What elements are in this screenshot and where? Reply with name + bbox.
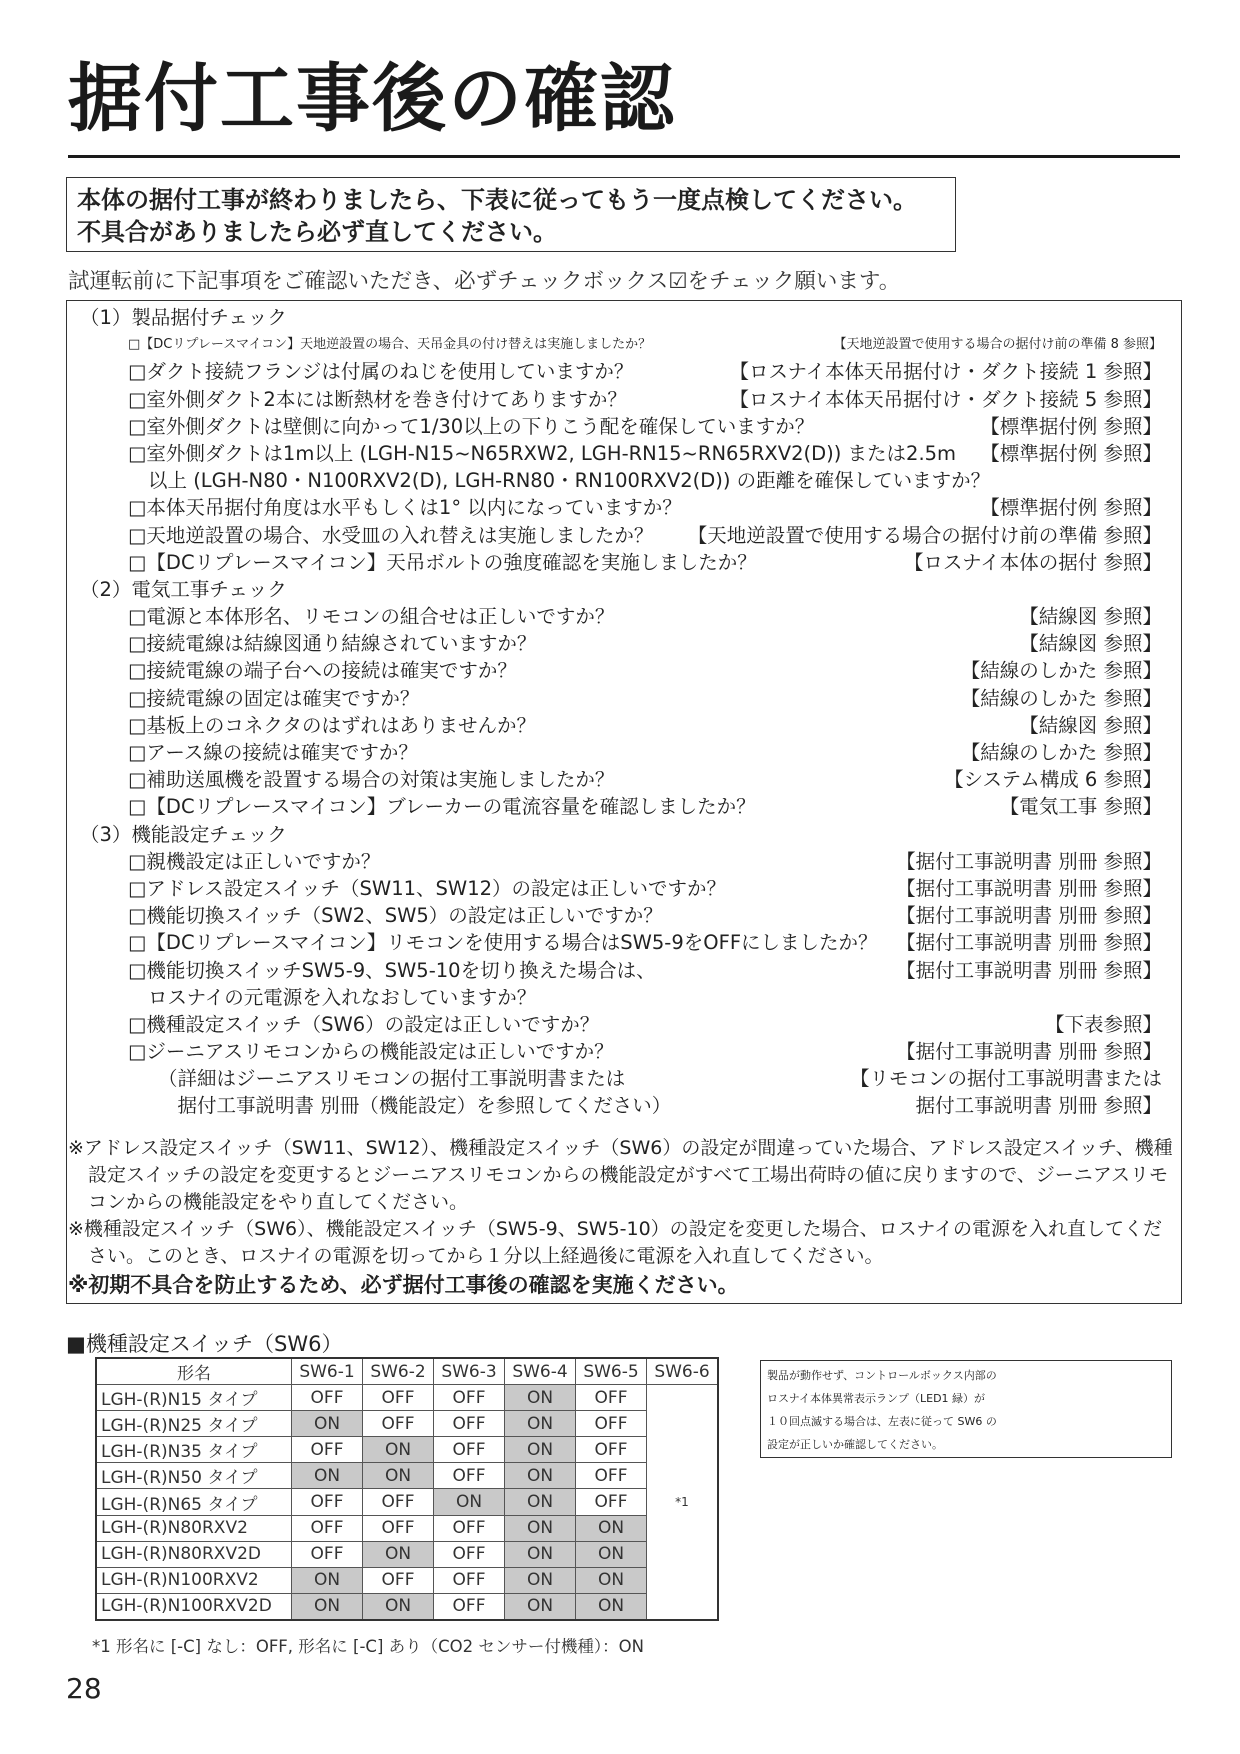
checklist-item-text: □アース線の接続は確実ですか？ [128,741,418,764]
checklist-item[interactable] [80,386,1162,413]
checklist-item-reference: 【結線のしかた 参照】 [960,741,1162,764]
checklist-item[interactable] [80,522,1162,549]
switch-cell: OFF [576,1437,647,1463]
checklist-item-text: □機種設定スイッチ（SW6）の設定は正しいですか？ [128,1012,600,1036]
checklist-item-text: □室外側ダクト2本には断熱材を巻き付けてありますか？ [128,387,627,411]
model-cell: LGH-(R)N35 タイプ [96,1437,292,1463]
side-note-box [760,1360,1172,1458]
checklist-item-text: □機能切換スイッチ（SW2、SW5）の設定は正しいですか？ [128,904,663,928]
switch-cell: OFF [363,1515,434,1541]
section-heading [80,304,1162,331]
checklist-item-text: （1）製品据付チェック [80,306,287,329]
switch-cell: ON [505,1385,576,1411]
checklist-item-reference: 【ロスナイ本体天吊据付け・ダクト接続 1 参照】 [729,360,1162,384]
checklist-item-reference: 【据付工事説明書 別冊 参照】 [896,849,1162,873]
checklist-item [80,1092,1162,1119]
checklist-item-reference: 【結線図 参照】 [1019,713,1162,737]
switch-cell: OFF [292,1489,363,1515]
switch-cell: OFF [434,1541,505,1567]
lead-box [66,177,956,252]
switch-cell: ON [505,1567,576,1593]
checklist-item-reference: 【システム構成 6 参照】 [944,768,1162,792]
table-row [96,1593,718,1620]
table-row [96,1437,718,1463]
checklist-item-text: □室外側ダクトは1m以上 (LGH-N15~N65RXW2, LGH-RN15~RN65RXV2(D)) または2.5m [128,441,957,465]
switch-cell: OFF [576,1489,647,1515]
switch-cell: OFF [576,1385,647,1411]
switch-cell: OFF [363,1385,434,1411]
checklist-item-text: □【DCリプレースマイコン】リモコンを使用する場合はSW5-9をOFFにしましたか？ [128,931,878,955]
switch-cell: ON [505,1489,576,1515]
switch-cell: OFF [292,1541,363,1567]
page-title: 据付工事後の確認 [68,56,676,142]
switch-cell: ON [576,1567,647,1593]
switch-cell: ON [292,1567,363,1593]
sw6-heading: ■機種設定スイッチ（SW6） [66,1332,343,1356]
column-header: SW6-4 [505,1358,576,1385]
checklist-item-reference: 【結線図 参照】 [1019,605,1162,629]
switch-cell: ON [292,1411,363,1437]
lead-line-1: 本体の据付工事が終わりましたら、下表に従ってもう一度点検してください。 [77,186,917,214]
column-header: SW6-5 [576,1358,647,1385]
checklist-item[interactable] [80,630,1162,657]
checklist-item-reference: 【下表参照】 [1044,1012,1162,1036]
checklist-item-text: □接続電線の固定は確実ですか？ [128,686,420,710]
model-cell: LGH-(R)N50 タイプ [96,1463,292,1489]
table-row [96,1541,718,1567]
checklist-item[interactable] [80,739,1162,766]
column-header: 形名 [96,1358,292,1385]
switch-cell: OFF [434,1463,505,1489]
section-heading [80,576,1162,603]
checklist-item-reference: 【据付工事説明書 別冊 参照】 [896,1040,1162,1064]
switch-cell: ON [363,1437,434,1463]
switch-cell: OFF [576,1411,647,1437]
checklist-item[interactable] [80,848,1162,875]
checklist-item-text: □ジーニアスリモコンからの機能設定は正しいですか？ [128,1040,614,1064]
checklist-item[interactable] [80,766,1162,793]
switch-cell: ON [505,1515,576,1541]
checklist-item-reference: 【天地逆設置で使用する場合の据付け前の準備 8 参照】 [833,337,1162,353]
checklist-item-reference: 【ロスナイ本体の据付 参照】 [904,550,1162,574]
switch-cell: ON [363,1593,434,1620]
table-row [96,1385,718,1411]
switch-cell: ON [505,1463,576,1489]
checklist-item-reference: 据付工事説明書 別冊 参照】 [915,1094,1162,1118]
checklist-item-text: □アドレス設定スイッチ（SW11、SW12）の設定は正しいですか？ [128,876,727,900]
checklist-item[interactable] [80,657,1162,684]
checklist-item-text: （2）電気工事チェック [80,577,287,601]
sw6-footnote: *1 形名に [-C] なし：OFF, 形名に [-C] あり（CO2 センサー付機種）：ON [92,1637,644,1656]
side-note-line: ロスナイ本体異常表示ランプ（LED1 緑）が [767,1392,986,1405]
checklist-item[interactable] [80,331,1162,358]
checklist-item-reference: 【ロスナイ本体天吊据付け・ダクト接続 5 参照】 [729,387,1162,411]
checklist-item[interactable] [80,440,1162,467]
checklist [80,304,1162,1120]
checklist-item-text: □ダクト接続フランジは付属のねじを使用していますか？ [128,360,634,384]
checklist-item-reference: 【標準据付例 参照】 [980,414,1162,438]
note-1: ※アドレス設定スイッチ（SW11、SW12）、機種設定スイッチ（SW6）の設定が間違っていた場合、アドレス設定スイッチ、機種設定スイッチの設定を変更するとジーニアスリモコンからの機能設定がすべて工場出荷時の値に戻りますので、ジーニアスリモコンからの機能設定をやり直してください。 [68,1137,1173,1213]
model-cell: LGH-(R)N80RXV2 [96,1515,292,1541]
notes [68,1135,1180,1300]
model-cell: LGH-(R)N25 タイプ [96,1411,292,1437]
switch-cell: ON [363,1541,434,1567]
checklist-item-reference: 【据付工事説明書 別冊 参照】 [896,876,1162,900]
checklist-item-reference: 【標準据付例 参照】 [980,441,1162,465]
table-row [96,1567,718,1593]
note-bold: ※初期不具合を防止するため、必ず据付工事後の確認を実施ください。 [68,1273,739,1297]
switch-cell: ON [576,1541,647,1567]
table-row [96,1411,718,1437]
checklist-item[interactable] [80,603,1162,630]
switch-cell: OFF [576,1463,647,1489]
switch-cell: ON [363,1463,434,1489]
checklist-item-text: □機能切換スイッチSW5-9、SW5-10を切り換えた場合は、 [128,958,656,982]
checklist-item-text: （3）機能設定チェック [80,822,287,846]
lead-line-2: 不具合がありましたら必ず直してください。 [77,218,557,246]
checklist-item [80,1065,1162,1092]
switch-cell: ON [292,1593,363,1620]
side-note-line: １０回点滅する場合は、左表に従って SW6 の [767,1415,997,1428]
model-cell: LGH-(R)N100RXV2 [96,1567,292,1593]
checklist-item[interactable] [80,929,1162,956]
switch-cell: OFF [363,1489,434,1515]
checklist-item-reference: 【結線図 参照】 [1019,632,1162,656]
checklist-item-text: （詳細はジーニアスリモコンの据付工事説明書または [158,1067,626,1091]
sw6-table [95,1357,719,1621]
checklist-item-reference: 【標準据付例 参照】 [980,496,1162,520]
checklist-item-text: □接続電線は結線図通り結線されていますか？ [128,632,537,656]
checklist-item-reference: 【天地逆設置で使用する場合の据付け前の準備 参照】 [687,523,1162,547]
intro-text: 試運転前に下記事項をご確認いただき、必ずチェックボックス☑をチェック願います。 [68,269,901,294]
switch-cell: ON [505,1593,576,1620]
model-cell: LGH-(R)N100RXV2D [96,1593,292,1620]
checklist-item[interactable] [80,957,1162,984]
checklist-item-text: □接続電線の端子台への接続は確実ですか？ [128,659,517,683]
switch-cell: OFF [434,1567,505,1593]
checklist-item[interactable] [80,1038,1162,1065]
title-rule [68,155,1180,158]
switch-cell: ON [434,1489,505,1515]
table-row [96,1463,718,1489]
checklist-item-reference: 【結線のしかた 参照】 [960,686,1162,710]
checklist-item-text: □電源と本体形名、リモコンの組合せは正しいですか？ [128,605,615,629]
switch-cell: OFF [434,1437,505,1463]
checklist-item [80,984,1162,1011]
column-header: SW6-2 [363,1358,434,1385]
page-number: 28 [66,1672,102,1705]
switch-cell: OFF [363,1567,434,1593]
checklist-item[interactable] [80,413,1162,440]
side-note-line: 設定が正しいか確認してください。 [767,1438,943,1451]
switch-cell: OFF [292,1385,363,1411]
column-header: SW6-3 [434,1358,505,1385]
checklist-item-text: □本体天吊据付角度は水平もしくは1° 以内になっていますか？ [128,496,682,520]
checklist-item[interactable] [80,685,1162,712]
checklist-item[interactable] [80,1011,1162,1038]
table-row [96,1489,718,1515]
checklist-item[interactable] [80,793,1162,820]
section-heading [80,821,1162,848]
checklist-item-reference: 【リモコンの据付工事説明書または [849,1067,1162,1091]
switch-cell: OFF [434,1515,505,1541]
checklist-item-text: □【DCリプレースマイコン】ブレーカーの電流容量を確認しましたか？ [128,795,756,819]
switch-cell: OFF [363,1411,434,1437]
switch-cell: OFF [434,1593,505,1620]
checklist-item-reference: 【据付工事説明書 別冊 参照】 [896,931,1162,955]
switch-cell: OFF [292,1437,363,1463]
switch-cell: OFF [434,1385,505,1411]
checklist-item-text: □室外側ダクトは壁側に向かって1/30以上の下りこう配を確保していますか？ [128,414,815,438]
checklist-item-text: □基板上のコネクタのはずれはありませんか？ [128,713,537,737]
table-row [96,1515,718,1541]
switch-cell: ON [576,1593,647,1620]
checklist-item-text: □補助送風機を設置する場合の対策は実施しましたか？ [128,768,615,792]
checklist-item-text: □【DCリプレースマイコン】天吊ボルトの強度確認を実施しましたか？ [128,550,757,574]
switch-cell: ON [505,1541,576,1567]
checklist-item-text: □天地逆設置の場合、水受皿の入れ替えは実施しましたか？ [128,523,654,547]
checklist-item-text: □親機設定は正しいですか？ [128,849,381,873]
checklist-item[interactable] [80,875,1162,902]
checklist-item[interactable] [80,358,1162,385]
switch-cell: ON [292,1463,363,1489]
note-2: ※機種設定スイッチ（SW6）、機能設定スイッチ（SW5-9、SW5-10）の設定を変更した場合、ロスナイの電源を入れ直してください。このとき、ロスナイの電源を切ってから１分以上経過後に電源を入れ直してください。 [68,1218,1162,1267]
checklist-item-text: ロスナイの元電源を入れなおしていますか？ [148,985,537,1009]
checklist-item-reference: 【据付工事説明書 別冊 参照】 [896,958,1162,982]
switch-cell: OFF [434,1411,505,1437]
sw6-6-note-cell: *1 [647,1385,719,1620]
column-header: SW6-6 [647,1358,719,1385]
switch-cell: ON [505,1437,576,1463]
checklist-item [80,467,1162,494]
table-header-row [96,1358,718,1385]
checklist-item[interactable] [80,549,1162,576]
side-note-line: 製品が動作せず、コントロールボックス内部の [767,1369,997,1382]
checklist-item-text: 据付工事説明書 別冊（機能設定）を参照してください） [158,1094,672,1118]
model-cell: LGH-(R)N80RXV2D [96,1541,292,1567]
checklist-item-reference: 【結線のしかた 参照】 [960,659,1162,683]
checklist-item-reference: 【据付工事説明書 別冊 参照】 [896,904,1162,928]
checklist-item[interactable] [80,712,1162,739]
checklist-item-text: □【DCリプレースマイコン】天地逆設置の場合、天吊金具の付け替えは実施しましたか？ [128,337,652,353]
model-cell: LGH-(R)N15 タイプ [96,1385,292,1411]
checklist-item-text: 以上 (LGH-N80・N100RXV2(D), LGH-RN80・RN100RXV2(D)) の距離を確保していますか？ [148,469,991,493]
column-header: SW6-1 [292,1358,363,1385]
switch-cell: OFF [292,1515,363,1541]
model-cell: LGH-(R)N65 タイプ [96,1489,292,1515]
switch-cell: ON [505,1411,576,1437]
checklist-item[interactable] [80,494,1162,521]
checklist-item[interactable] [80,902,1162,929]
switch-cell: ON [576,1515,647,1541]
checklist-item-reference: 【電気工事 参照】 [999,795,1162,819]
